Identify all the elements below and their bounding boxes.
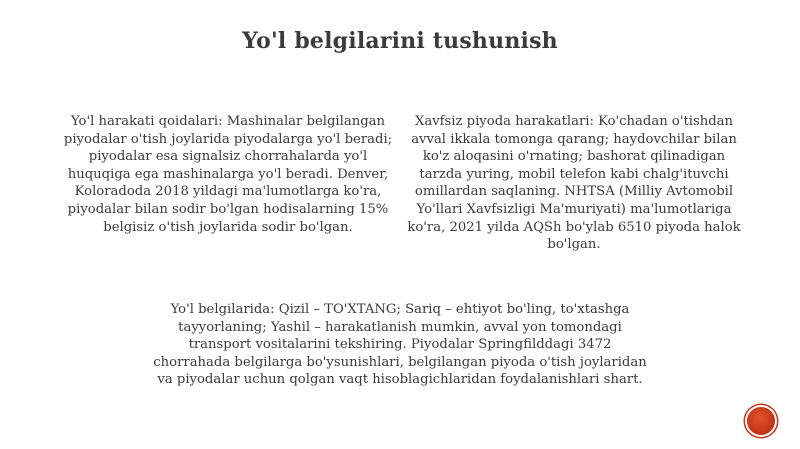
road-signs-paragraph: Yo'l belgilarida: Qizil – TO'XTANG; Sariq – ehtiyot bo'ling, to'xtashga tayyorlaning; Yashil – harakatlanish mumkin, avval yon tomondagi transport vositalarini tekshiring. Piyodalar Springfilddagi 3472 chorrahada belgilarga bo'ysunishlari, belgilangan piyoda o'tish joylaridan va piyodalar uchun qolgan vaqt hisoblagichlaridan foydalanishlari shart. — [153, 302, 647, 388]
slide-title: Yo'l belgilarini tushunish — [242, 28, 558, 54]
safe-pedestrian-paragraph: Xavfsiz piyoda harakatlari: Ko'chadan o'tishdan avval ikkala tomonga qarang; haydovchilar bilan ko'z aloqasini o'rnating; bashorat qilinadigan tarzda yuring, mobil telefon kabi chalg'ituvchi omillardan saqlaning. NHTSA (Milliy Avtomobil Yo'llari Xavfsizligi Ma'muriyati) ma'lumotlariga ko'ra, 2021 yilda AQSh bo'ylab 6510 piyoda halok bo'lgan. — [407, 114, 741, 253]
traffic-rules-paragraph: Yo'l harakati qoidalari: Mashinalar belgilangan piyodalar o'tish joylarida piyodalarga yo'l beradi; piyodalar esa signalsiz chorrahalarda yo'l huquqiga ega mashinalarga yo'l beradi. Denver, Koloradoda 2018 yildagi ma'lumotlarga ko'ra, piyodalar bilan sodir bo'lgan hodisalarning 15% belgisiz o'tish joylarida sodir bo'lgan. — [63, 114, 393, 235]
next-slide-button[interactable] — [747, 407, 775, 435]
